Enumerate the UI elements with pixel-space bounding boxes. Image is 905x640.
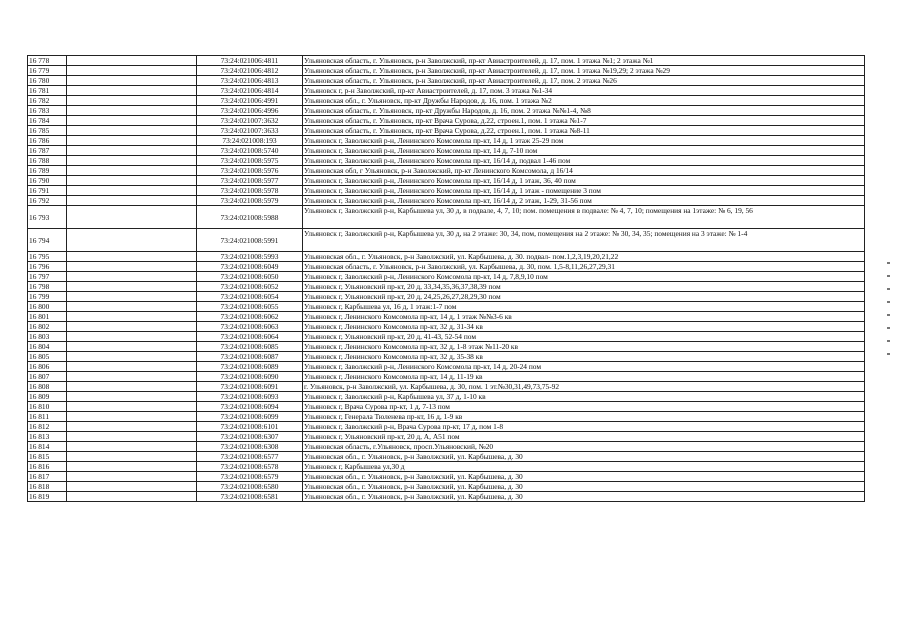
cadastral-number-cell: 73:24:021008:6577 <box>197 452 303 462</box>
cadastral-number-cell: 73:24:021008:6581 <box>197 492 303 502</box>
row-number-cell: 16 781 <box>28 86 67 96</box>
address-cell: Ульяновская обл, г Ульяновск, р-н Заволжский, пр-кт Ленинского Комсомола, д 16/14 <box>303 166 865 176</box>
empty-cell <box>67 252 197 262</box>
empty-cell <box>67 412 197 422</box>
row-number-cell: 16 802 <box>28 322 67 332</box>
row-number-cell: 16 786 <box>28 136 67 146</box>
table-row <box>28 56 865 66</box>
row-number-cell: 16 809 <box>28 392 67 402</box>
table-row <box>28 312 865 322</box>
cadastral-number-cell: 73:24:021008:6091 <box>197 382 303 392</box>
table-row <box>28 166 865 176</box>
address-cell: Ульяновск г, Заволжский р-н, Ленинского Комсомола пр-кт, 14 д, 20-24 пом <box>303 362 865 372</box>
row-number-cell: 16 810 <box>28 402 67 412</box>
row-number-cell: 16 811 <box>28 412 67 422</box>
address-cell: Ульяновск г, Заволжский р-н, Ленинского Комсомола пр-кт, 16/14 д, подвал 1-46 пом <box>303 156 865 166</box>
cadastral-number-cell: 73:24:021008:6090 <box>197 372 303 382</box>
address-cell: г. Ульяновск, р-н Заволжский, ул. Карбышева, д. 30, пом. 1 эт.№30,31,49,73,75-92 <box>303 382 865 392</box>
table-row <box>28 372 865 382</box>
cadastral-number-cell: 73:24:021008:5979 <box>197 196 303 206</box>
empty-cell <box>67 472 197 482</box>
margin-mark <box>887 353 890 355</box>
table-row <box>28 452 865 462</box>
empty-cell <box>67 452 197 462</box>
empty-cell <box>67 96 197 106</box>
empty-cell <box>67 206 197 229</box>
margin-mark <box>887 275 890 277</box>
cadastral-number-cell: 73:24:021008:6085 <box>197 342 303 352</box>
empty-cell <box>67 432 197 442</box>
row-number-cell: 16 808 <box>28 382 67 392</box>
table-row <box>28 342 865 352</box>
row-number-cell: 16 799 <box>28 292 67 302</box>
address-cell: Ульяновск г, Ленинского Комсомола пр-кт, 14 д, 1 этаж №№3-6 кв <box>303 312 865 322</box>
table-row <box>28 196 865 206</box>
empty-cell <box>67 372 197 382</box>
margin-mark <box>887 288 890 290</box>
cadastral-number-cell: 73:24:021007:3633 <box>197 126 303 136</box>
cadastral-number-cell: 73:24:021008:5993 <box>197 252 303 262</box>
address-cell: Ульяновск г, Заволжский р-н, Ленинского Комсомола пр-кт, 14 д, 7,8,9,10 пом <box>303 272 865 282</box>
empty-cell <box>67 166 197 176</box>
address-cell: Ульяновская обл., г. Ульяновск, р-н Заволжский, ул. Карбышева, д. 30. подвал- пом.1,2,3,19,20,21,22 <box>303 252 865 262</box>
empty-cell <box>67 382 197 392</box>
empty-cell <box>67 196 197 206</box>
row-number-cell: 16 793 <box>28 206 67 229</box>
address-cell: Ульяновск г, Генерала Тюленева пр-кт, 16 д, 1-9 кв <box>303 412 865 422</box>
table-row <box>28 282 865 292</box>
cadastral-number-cell: 73:24:021006:4991 <box>197 96 303 106</box>
empty-cell <box>67 292 197 302</box>
table-row <box>28 66 865 76</box>
table-row <box>28 392 865 402</box>
row-number-cell: 16 795 <box>28 252 67 262</box>
address-cell: Ульяновская обл., г. Ульяновск, р-н Заволжский, ул. Карбышева, д. 30 <box>303 472 865 482</box>
empty-cell <box>67 492 197 502</box>
cadastral-number-cell: 73:24:021008:6101 <box>197 422 303 432</box>
address-cell: Ульяновск г, Заволжский р-н, Карбышева ул, 30 д, в подвале, 4, 7, 10; пом. помещения в подвале: № 4, 7, 10; помещения на 1этаже: № 6, 19, 56 <box>303 206 865 229</box>
table-row <box>28 432 865 442</box>
cadastral-number-cell: 73:24:021008:5977 <box>197 176 303 186</box>
empty-cell <box>67 106 197 116</box>
registry-table-body <box>28 56 865 502</box>
empty-cell <box>67 66 197 76</box>
empty-cell <box>67 442 197 452</box>
empty-cell <box>67 229 197 252</box>
table-row <box>28 262 865 272</box>
cadastral-number-cell: 73:24:021008:5740 <box>197 146 303 156</box>
address-cell: Ульяновская область, г. Ульяновск, пр-кт Врача Сурова, д.22, строен.1, пом. 1 этажа №1-7 <box>303 116 865 126</box>
cadastral-number-cell: 73:24:021006:4813 <box>197 76 303 86</box>
table-row <box>28 106 865 116</box>
row-number-cell: 16 805 <box>28 352 67 362</box>
row-number-cell: 16 806 <box>28 362 67 372</box>
cadastral-number-cell: 73:24:021008:6054 <box>197 292 303 302</box>
empty-cell <box>67 352 197 362</box>
empty-cell <box>67 176 197 186</box>
row-number-cell: 16 779 <box>28 66 67 76</box>
address-cell: Ульяновск г, Карбышева ул,30 д <box>303 462 865 472</box>
row-number-cell: 16 815 <box>28 452 67 462</box>
table-row <box>28 412 865 422</box>
table-row <box>28 156 865 166</box>
cadastral-number-cell: 73:24:021008:6579 <box>197 472 303 482</box>
address-cell: Ульяновск г, Заволжский р-н, Ленинского Комсомола пр-кт, 16/14 д, 1 этаж, 36, 40 пом <box>303 176 865 186</box>
table-row <box>28 176 865 186</box>
address-cell: Ульяновская область, г. Ульяновск, р-н Заволжский, пр-кт Авиастроителей, д. 17, пом. 1 этажа №1; 2 этажа №1 <box>303 56 865 66</box>
row-number-cell: 16 788 <box>28 156 67 166</box>
table-row <box>28 206 865 229</box>
cadastral-number-cell: 73:24:021008:6063 <box>197 322 303 332</box>
address-cell: Ульяновск г, р-н Заволжский, пр-кт Авиастроителей, д. 17, пом. 3 этажа №1-34 <box>303 86 865 96</box>
cadastral-number-cell: 73:24:021006:4814 <box>197 86 303 96</box>
row-number-cell: 16 794 <box>28 229 67 252</box>
cadastral-number-cell: 73:24:021006:4812 <box>197 66 303 76</box>
row-number-cell: 16 783 <box>28 106 67 116</box>
address-cell: Ульяновск г, Ульяновский пр-кт, 20 д, А, А51 пом <box>303 432 865 442</box>
table-row <box>28 86 865 96</box>
row-number-cell: 16 813 <box>28 432 67 442</box>
row-number-cell: 16 819 <box>28 492 67 502</box>
cadastral-number-cell: 73:24:021008:5975 <box>197 156 303 166</box>
cadastral-number-cell: 73:24:021008:5978 <box>197 186 303 196</box>
row-number-cell: 16 814 <box>28 442 67 452</box>
table-row <box>28 442 865 452</box>
empty-cell <box>67 126 197 136</box>
address-cell: Ульяновская область, г.Ульяновск, просп.Ульяновский, №20 <box>303 442 865 452</box>
row-number-cell: 16 807 <box>28 372 67 382</box>
cadastral-number-cell: 73:24:021008:6307 <box>197 432 303 442</box>
empty-cell <box>67 392 197 402</box>
address-cell: Ульяновск г, Ульяновский пр-кт, 20 д, 24,25,26,27,28,29,30 пом <box>303 292 865 302</box>
row-number-cell: 16 787 <box>28 146 67 156</box>
row-number-cell: 16 784 <box>28 116 67 126</box>
address-cell: Ульяновская область, г. Ульяновск, р-н Заволжский, ул. Карбышева, д. 30, пом. 1,5-8,11,26,27,29,31 <box>303 262 865 272</box>
address-cell: Ульяновск г, Ленинского Комсомола пр-кт, 32 д, 31-34 кв <box>303 322 865 332</box>
address-cell: Ульяновская обл., г. Ульяновск, р-н Заволжский, ул. Карбышева, д. 30 <box>303 492 865 502</box>
address-cell: Ульяновская область, г. Ульяновск, р-н Заволжский, пр-кт Авиастроителей, д. 17, пом. 2 этажа №26 <box>303 76 865 86</box>
cadastral-number-cell: 73:24:021008:5988 <box>197 206 303 229</box>
address-cell: Ульяновск г, Ленинского Комсомола пр-кт, 32 д, 1-8 этаж №11-20 кв <box>303 342 865 352</box>
cadastral-number-cell: 73:24:021008:6062 <box>197 312 303 322</box>
registry-table <box>27 55 865 502</box>
row-number-cell: 16 817 <box>28 472 67 482</box>
table-row <box>28 472 865 482</box>
cadastral-number-cell: 73:24:021008:6578 <box>197 462 303 472</box>
empty-cell <box>67 56 197 66</box>
row-number-cell: 16 801 <box>28 312 67 322</box>
cadastral-number-cell: 73:24:021008:6050 <box>197 272 303 282</box>
row-number-cell: 16 796 <box>28 262 67 272</box>
empty-cell <box>67 332 197 342</box>
address-cell: Ульяновск г, Заволжский р-н, Карбышева ул, 37 д, 1-10 кв <box>303 392 865 402</box>
address-cell: Ульяновск г, Ульяновский пр-кт, 20 д, 33,34,35,36,37,38,39 пом <box>303 282 865 292</box>
table-row <box>28 302 865 312</box>
address-cell: Ульяновск г, Заволжский р-н, Ленинского Комсомола пр-кт, 14 д, 1 этаж 25-29 пом <box>303 136 865 146</box>
cadastral-number-cell: 73:24:021008:6049 <box>197 262 303 272</box>
cadastral-number-cell: 73:24:021008:6052 <box>197 282 303 292</box>
empty-cell <box>67 312 197 322</box>
empty-cell <box>67 322 197 332</box>
table-row <box>28 292 865 302</box>
empty-cell <box>67 462 197 472</box>
table-row <box>28 116 865 126</box>
row-number-cell: 16 818 <box>28 482 67 492</box>
cadastral-number-cell: 73:24:021008:6089 <box>197 362 303 372</box>
empty-cell <box>67 76 197 86</box>
cadastral-number-cell: 73:24:021006:4996 <box>197 106 303 116</box>
row-number-cell: 16 792 <box>28 196 67 206</box>
row-number-cell: 16 803 <box>28 332 67 342</box>
empty-cell <box>67 362 197 372</box>
document-sheet <box>27 55 865 502</box>
row-number-cell: 16 778 <box>28 56 67 66</box>
margin-mark <box>887 327 890 329</box>
empty-cell <box>67 302 197 312</box>
address-cell: Ульяновск г, Ульяновский пр-кт, 20 д, 41-43, 52-54 пом <box>303 332 865 342</box>
empty-cell <box>67 422 197 432</box>
cadastral-number-cell: 73:24:021008:5991 <box>197 229 303 252</box>
empty-cell <box>67 136 197 146</box>
row-number-cell: 16 789 <box>28 166 67 176</box>
table-row <box>28 382 865 392</box>
table-row <box>28 482 865 492</box>
margin-mark <box>887 340 890 342</box>
row-number-cell: 16 790 <box>28 176 67 186</box>
empty-cell <box>67 116 197 126</box>
table-row <box>28 126 865 136</box>
row-number-cell: 16 785 <box>28 126 67 136</box>
table-row <box>28 352 865 362</box>
table-row <box>28 322 865 332</box>
cadastral-number-cell: 73:24:021008:6064 <box>197 332 303 342</box>
row-number-cell: 16 798 <box>28 282 67 292</box>
row-number-cell: 16 782 <box>28 96 67 106</box>
cadastral-number-cell: 73:24:021008:6099 <box>197 412 303 422</box>
table-row <box>28 332 865 342</box>
cadastral-number-cell: 73:24:021008:193 <box>197 136 303 146</box>
address-cell: Ульяновск г, Ленинского Комсомола пр-кт, 32 д, 35-38 кв <box>303 352 865 362</box>
row-number-cell: 16 804 <box>28 342 67 352</box>
cadastral-number-cell: 73:24:021007:3632 <box>197 116 303 126</box>
margin-mark <box>887 301 890 303</box>
table-row <box>28 186 865 196</box>
empty-cell <box>67 402 197 412</box>
address-cell: Ульяновск г, Карбышева ул, 16 д, 1 этаж:1-7 пом <box>303 302 865 312</box>
table-row <box>28 229 865 252</box>
cadastral-number-cell: 73:24:021008:6055 <box>197 302 303 312</box>
address-cell: Ульяновск г, Заволжский р-н, Карбышева ул, 30 д, на 2 этаже: 30, 34, пом, помещения на 2 этаже: № 30, 34, 35; помещения на 3 этаже: № 1-4 <box>303 229 865 252</box>
empty-cell <box>67 186 197 196</box>
margin-binding-marks <box>882 262 894 372</box>
cadastral-number-cell: 73:24:021006:4811 <box>197 56 303 66</box>
address-cell: Ульяновск г, Врача Сурова пр-кт, 1 д, 7-13 пом <box>303 402 865 412</box>
address-cell: Ульяновская область, г. Ульяновск, пр-кт Дружбы Народов, д. 16, пом. 2 этажа №№1-4, №8 <box>303 106 865 116</box>
table-row <box>28 136 865 146</box>
empty-cell <box>67 156 197 166</box>
row-number-cell: 16 812 <box>28 422 67 432</box>
address-cell: Ульяновск г, Ленинского Комсомола пр-кт, 14 д, 11-19 кв <box>303 372 865 382</box>
empty-cell <box>67 282 197 292</box>
address-cell: Ульяновская обл., г. Ульяновск, пр-кт Дружбы Народов, д. 16, пом. 1 этажа №2 <box>303 96 865 106</box>
table-row <box>28 402 865 412</box>
row-number-cell: 16 780 <box>28 76 67 86</box>
empty-cell <box>67 262 197 272</box>
address-cell: Ульяновская область, г. Ульяновск, пр-кт Врача Сурова, д.22, строен.1, пом. 1 этажа №8-11 <box>303 126 865 136</box>
table-row <box>28 252 865 262</box>
table-row <box>28 422 865 432</box>
address-cell: Ульяновская обл., г. Ульяновск, р-н Заволжский, ул. Карбышева, д. 30 <box>303 482 865 492</box>
table-row <box>28 272 865 282</box>
cadastral-number-cell: 73:24:021008:6094 <box>197 402 303 412</box>
empty-cell <box>67 482 197 492</box>
cadastral-number-cell: 73:24:021008:6580 <box>197 482 303 492</box>
table-row <box>28 96 865 106</box>
address-cell: Ульяновск г, Заволжский р-н, Врача Сурова пр-кт, 17 д, пом 1-8 <box>303 422 865 432</box>
table-row <box>28 462 865 472</box>
table-row <box>28 362 865 372</box>
margin-mark <box>887 262 890 264</box>
table-row <box>28 76 865 86</box>
address-cell: Ульяновск г, Заволжский р-н, Ленинского Комсомола пр-кт, 16/14 д, 1 этаж - помещение 3 пом <box>303 186 865 196</box>
empty-cell <box>67 342 197 352</box>
cadastral-number-cell: 73:24:021008:5976 <box>197 166 303 176</box>
address-cell: Ульяновск г, Заволжский р-н, Ленинского Комсомола пр-кт, 14 д, 7-10 пом <box>303 146 865 156</box>
empty-cell <box>67 86 197 96</box>
address-cell: Ульяновская обл., г. Ульяновск, р-н Заволжский, ул. Карбышева, д. 30 <box>303 452 865 462</box>
table-row <box>28 146 865 156</box>
row-number-cell: 16 791 <box>28 186 67 196</box>
cadastral-number-cell: 73:24:021008:6308 <box>197 442 303 452</box>
row-number-cell: 16 816 <box>28 462 67 472</box>
address-cell: Ульяновск г, Заволжский р-н, Ленинского Комсомола пр-кт, 16/14 д, 2 этаж, 1-29, 31-56 пом <box>303 196 865 206</box>
table-row <box>28 492 865 502</box>
row-number-cell: 16 797 <box>28 272 67 282</box>
margin-mark <box>887 314 890 316</box>
empty-cell <box>67 146 197 156</box>
address-cell: Ульяновская область, г. Ульяновск, р-н Заволжский, пр-кт Авиастроителей, д. 17, пом. 1 этажа №19,29; 2 этажа №29 <box>303 66 865 76</box>
empty-cell <box>67 272 197 282</box>
cadastral-number-cell: 73:24:021008:6087 <box>197 352 303 362</box>
row-number-cell: 16 800 <box>28 302 67 312</box>
cadastral-number-cell: 73:24:021008:6093 <box>197 392 303 402</box>
